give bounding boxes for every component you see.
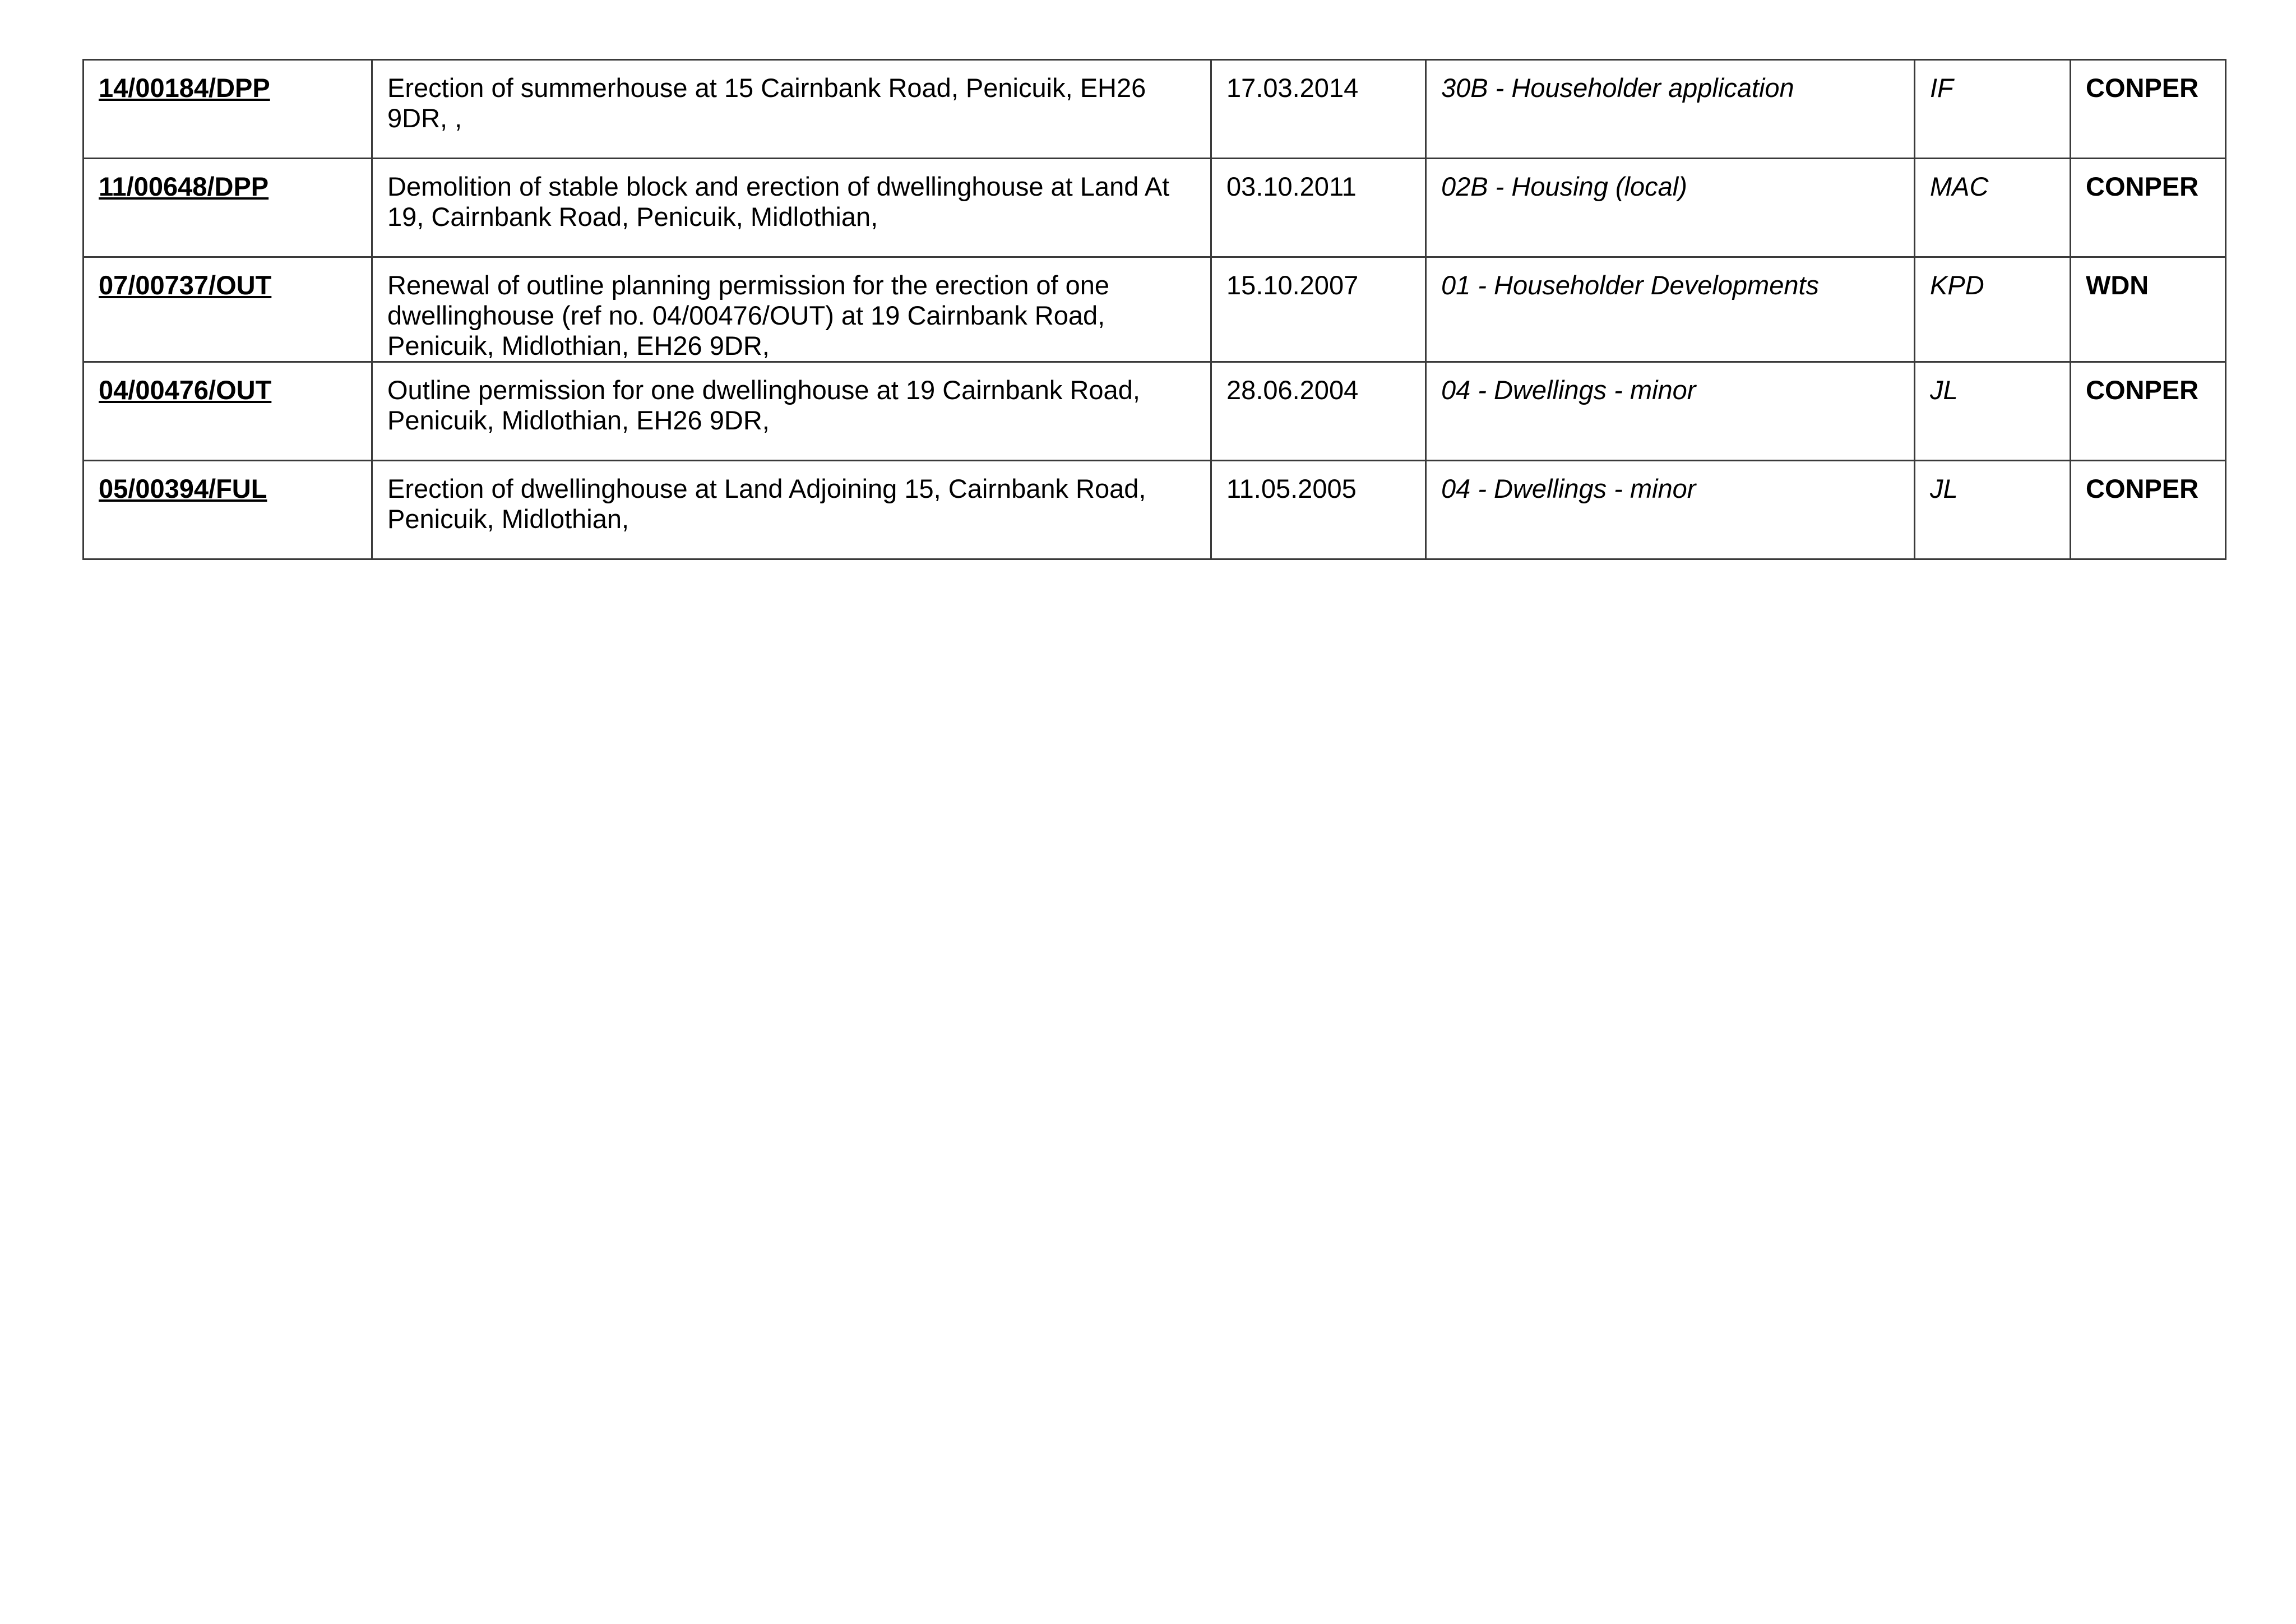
description-cell: Outline permission for one dwellinghouse at 19 Cairnbank Road, Penicuik, Midlothian, EH26 9DR, <box>372 362 1211 461</box>
date-cell: 03.10.2011 <box>1211 159 1426 257</box>
table-row <box>84 257 2226 362</box>
ref-cell <box>84 257 372 362</box>
ref-cell <box>84 60 372 159</box>
officer-cell: MAC <box>1915 159 2071 257</box>
application-ref-link[interactable]: 07/00737/OUT <box>99 270 272 300</box>
type-cell: 04 - Dwellings - minor <box>1426 461 1915 559</box>
application-ref-link[interactable]: 05/00394/FUL <box>99 474 267 503</box>
type-cell: 02B - Housing (local) <box>1426 159 1915 257</box>
table-row <box>84 461 2226 559</box>
decision-cell: CONPER <box>2071 461 2226 559</box>
officer-cell: KPD <box>1915 257 2071 362</box>
decision-cell: WDN <box>2071 257 2226 362</box>
type-cell: 30B - Householder application <box>1426 60 1915 159</box>
type-cell: 04 - Dwellings - minor <box>1426 362 1915 461</box>
date-cell: 17.03.2014 <box>1211 60 1426 159</box>
application-ref-link[interactable]: 04/00476/OUT <box>99 375 272 405</box>
type-cell: 01 - Householder Developments <box>1426 257 1915 362</box>
application-ref-link[interactable]: 11/00648/DPP <box>99 172 269 201</box>
planning-applications-table <box>82 59 2226 560</box>
description-cell: Renewal of outline planning permission for the erection of one dwellinghouse (ref no. 04/00476/OUT) at 19 Cairnbank Road, Penicuik, Midlothian, EH26 9DR, <box>372 257 1211 362</box>
description-cell: Erection of dwellinghouse at Land Adjoining 15, Cairnbank Road, Penicuik, Midlothian, <box>372 461 1211 559</box>
decision-cell: CONPER <box>2071 60 2226 159</box>
date-cell: 15.10.2007 <box>1211 257 1426 362</box>
table-row <box>84 362 2226 461</box>
table-row <box>84 60 2226 159</box>
description-cell: Erection of summerhouse at 15 Cairnbank Road, Penicuik, EH26 9DR, , <box>372 60 1211 159</box>
officer-cell: IF <box>1915 60 2071 159</box>
table-row <box>84 159 2226 257</box>
application-ref-link[interactable]: 14/00184/DPP <box>99 73 270 103</box>
description-cell: Demolition of stable block and erection of dwellinghouse at Land At 19, Cairnbank Road, Penicuik, Midlothian, <box>372 159 1211 257</box>
decision-cell: CONPER <box>2071 362 2226 461</box>
date-cell: 11.05.2005 <box>1211 461 1426 559</box>
ref-cell <box>84 362 372 461</box>
ref-cell <box>84 159 372 257</box>
date-cell: 28.06.2004 <box>1211 362 1426 461</box>
officer-cell: JL <box>1915 362 2071 461</box>
officer-cell: JL <box>1915 461 2071 559</box>
decision-cell: CONPER <box>2071 159 2226 257</box>
ref-cell <box>84 461 372 559</box>
